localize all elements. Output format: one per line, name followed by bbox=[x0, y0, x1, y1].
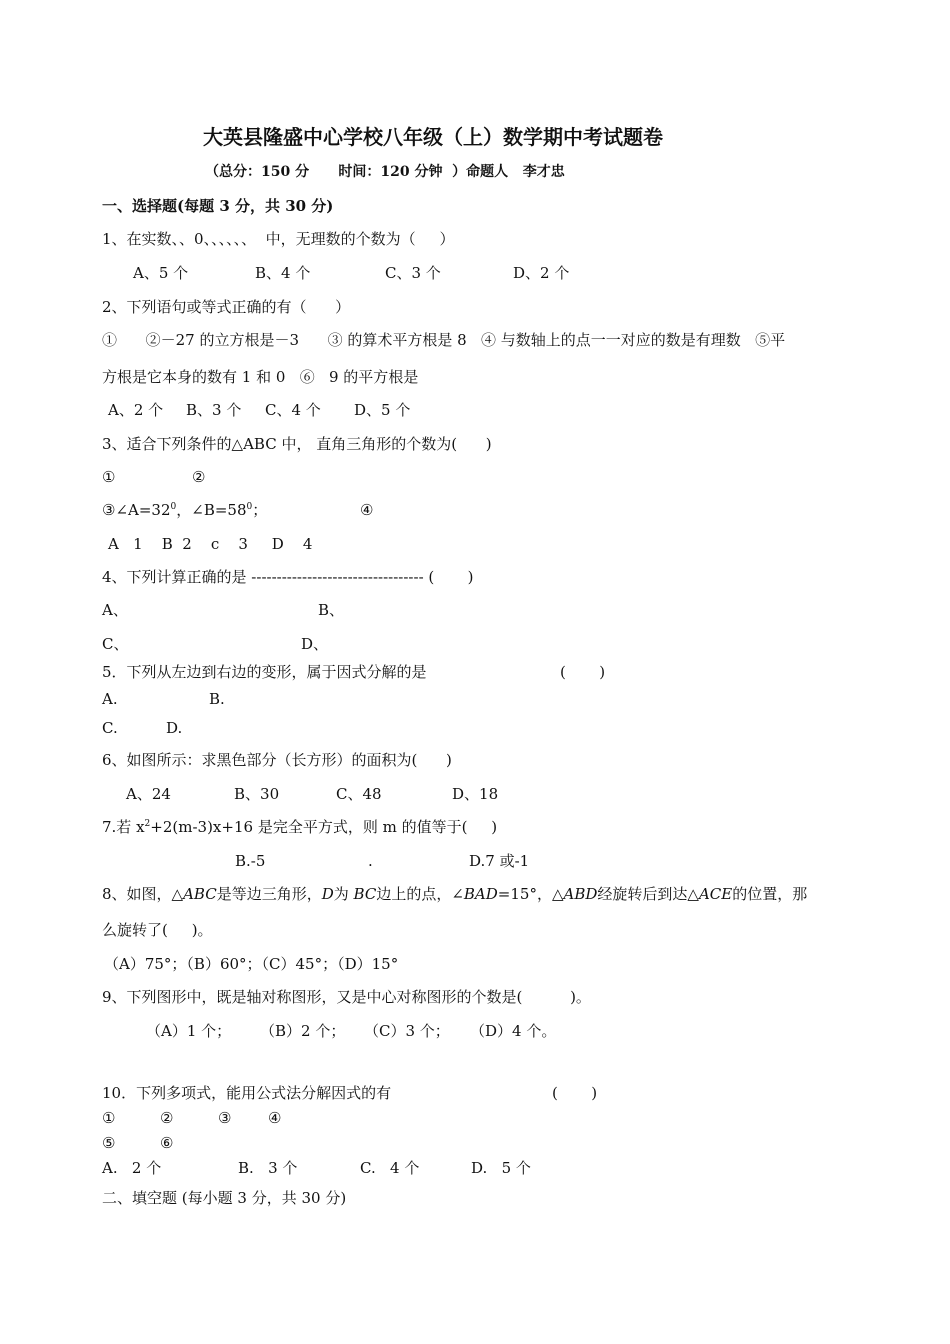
q1-option-d: D、2 个 bbox=[513, 264, 570, 282]
q8-var-bad: BAD bbox=[463, 885, 498, 903]
q5-stem: 5．下列从左边到右边的变形，属于因式分解的是 bbox=[102, 663, 427, 681]
q1-option-a: A、5 个 bbox=[133, 264, 189, 282]
q10-option-d: D. 5 个 bbox=[471, 1159, 531, 1177]
q3-condition-3 bbox=[102, 500, 267, 520]
q10-item-1: ① bbox=[102, 1109, 116, 1127]
q7-stem-b: +2(m-3)x+16 是完全平方式，则 m 的值等于( ) bbox=[150, 818, 498, 836]
section-2-heading: 二、填空题 (每小题 3 分，共 30 分) bbox=[102, 1189, 347, 1207]
q7-stem-a: 7.若 x bbox=[102, 818, 145, 836]
q10-item-3: ③ bbox=[218, 1109, 232, 1127]
q8-stem-line1 bbox=[102, 884, 807, 904]
q2-stem: 2、下列语句或等式正确的有（ ） bbox=[102, 298, 351, 316]
q3-condition-4: ④ bbox=[360, 501, 374, 519]
q8-var-ace: ACE bbox=[698, 885, 733, 903]
q3-cond3-c: ； bbox=[252, 501, 268, 519]
q3-cond3-sup2: 0 bbox=[246, 502, 253, 512]
q9-option-b: （B）2 个； bbox=[260, 1022, 346, 1040]
q9-option-c: （C）3 个； bbox=[364, 1022, 450, 1040]
q9-option-a: （A）1 个； bbox=[146, 1022, 232, 1040]
q8-text-6: 经旋转后到达△ bbox=[597, 885, 699, 903]
q3-condition-2: ② bbox=[192, 468, 206, 486]
q6-option-c: C、48 bbox=[336, 785, 382, 803]
q5-option-b: B. bbox=[209, 690, 225, 708]
q2-option-b: B、3 个 bbox=[186, 401, 242, 419]
q3-stem: 3、适合下列条件的△ABC 中， 直角三角形的个数为( ) bbox=[102, 435, 492, 453]
q6-stem: 6、如图所示：求黑色部分（长方形）的面积为( ) bbox=[102, 751, 452, 769]
q3-cond3-b: ，∠B=58 bbox=[176, 501, 247, 519]
q8-text-1: 8、如图，△ bbox=[102, 885, 184, 903]
q6-option-a: A、24 bbox=[126, 785, 171, 803]
q9-stem: 9、下列图形中，既是轴对称图形，又是中心对称图形的个数是( )。 bbox=[102, 988, 591, 1006]
q8-var-abc: ABC bbox=[183, 885, 217, 903]
q4-option-b: B、 bbox=[318, 601, 345, 619]
section-1-heading: 一、选择题(每题 3 分，共 30 分) bbox=[102, 197, 334, 215]
q10-option-c: C. 4 个 bbox=[360, 1159, 420, 1177]
q8-text-3: 为 bbox=[333, 885, 354, 903]
q8-text-2: 是等边三角形， bbox=[216, 885, 322, 903]
q2-option-a: A、2 个 bbox=[108, 401, 164, 419]
q5-option-a: A. bbox=[102, 690, 118, 708]
q8-var-d: D bbox=[321, 885, 334, 903]
q4-option-c: C、 bbox=[102, 635, 129, 653]
q10-option-b: B. 3 个 bbox=[238, 1159, 298, 1177]
exam-title: 大英县隆盛中心学校八年级（上）数学期中考试题卷 bbox=[203, 125, 663, 149]
q3-options: A 1 B 2 c 3 D 4 bbox=[108, 535, 313, 553]
q2-items-line2: 方根是它本身的数有 1 和 0 ⑥ 9 的平方根是 bbox=[102, 368, 419, 386]
q7-stem bbox=[102, 817, 497, 837]
q6-option-b: B、30 bbox=[234, 785, 280, 803]
q5-option-d: D. bbox=[166, 719, 183, 737]
q8-stem-line2: 么旋转了( )。 bbox=[102, 921, 213, 939]
q10-option-a: A. 2 个 bbox=[102, 1159, 162, 1177]
q5-answer-paren: ( ) bbox=[560, 663, 606, 681]
q3-cond3-a: ③∠A=32 bbox=[102, 501, 171, 519]
q7-option-b: B.-5 bbox=[235, 852, 266, 870]
exam-subtitle: （总分：150 分 时间：120 分钟 ）命题人 李才忠 bbox=[205, 164, 565, 180]
q1-option-b: B、4 个 bbox=[255, 264, 311, 282]
q8-options: （A）75°；（B）60°；（C）45°；（D）15° bbox=[104, 955, 399, 973]
q10-answer-paren: ( ) bbox=[552, 1084, 598, 1102]
q4-stem: 4、下列计算正确的是 ---------------------------------- ( ) bbox=[102, 568, 474, 586]
q10-item-2: ② bbox=[160, 1109, 174, 1127]
q6-option-d: D、18 bbox=[452, 785, 499, 803]
q1-stem: 1、在实数、、0、、、、、、 中，无理数的个数为（ ） bbox=[102, 230, 455, 248]
q2-option-d: D、5 个 bbox=[354, 401, 411, 419]
q8-var-bc: BC bbox=[353, 885, 377, 903]
q4-option-d: D、 bbox=[301, 635, 329, 653]
q10-stem: 10．下列多项式，能用公式法分解因式的有 bbox=[102, 1084, 392, 1102]
q7-stem-sup: 2 bbox=[144, 819, 151, 829]
q4-option-a: A、 bbox=[102, 601, 128, 619]
q2-items-line1: ① ②－27 的立方根是－3 ③ 的算术平方根是 8 ④ 与数轴上的点一一对应的数是有理数 ⑤平 bbox=[102, 331, 786, 349]
q9-option-d: （D）4 个。 bbox=[470, 1022, 557, 1040]
q5-option-c: C. bbox=[102, 719, 118, 737]
q3-cond3-sup1: 0 bbox=[170, 502, 177, 512]
q1-option-c: C、3 个 bbox=[385, 264, 441, 282]
q2-option-c: C、4 个 bbox=[265, 401, 321, 419]
q8-var-abd: ABD bbox=[563, 885, 598, 903]
q8-text-5: =15°，△ bbox=[497, 885, 564, 903]
q10-item-5: ⑤ bbox=[102, 1134, 116, 1152]
q3-condition-1: ① bbox=[102, 468, 116, 486]
q7-option-d: D.7 或-1 bbox=[469, 852, 530, 870]
q8-text-7: 的位置，那 bbox=[732, 885, 808, 903]
q10-item-6: ⑥ bbox=[160, 1134, 174, 1152]
q7-option-c: . bbox=[368, 852, 373, 870]
q8-text-4: 边上的点，∠ bbox=[376, 885, 464, 903]
q10-item-4: ④ bbox=[268, 1109, 282, 1127]
